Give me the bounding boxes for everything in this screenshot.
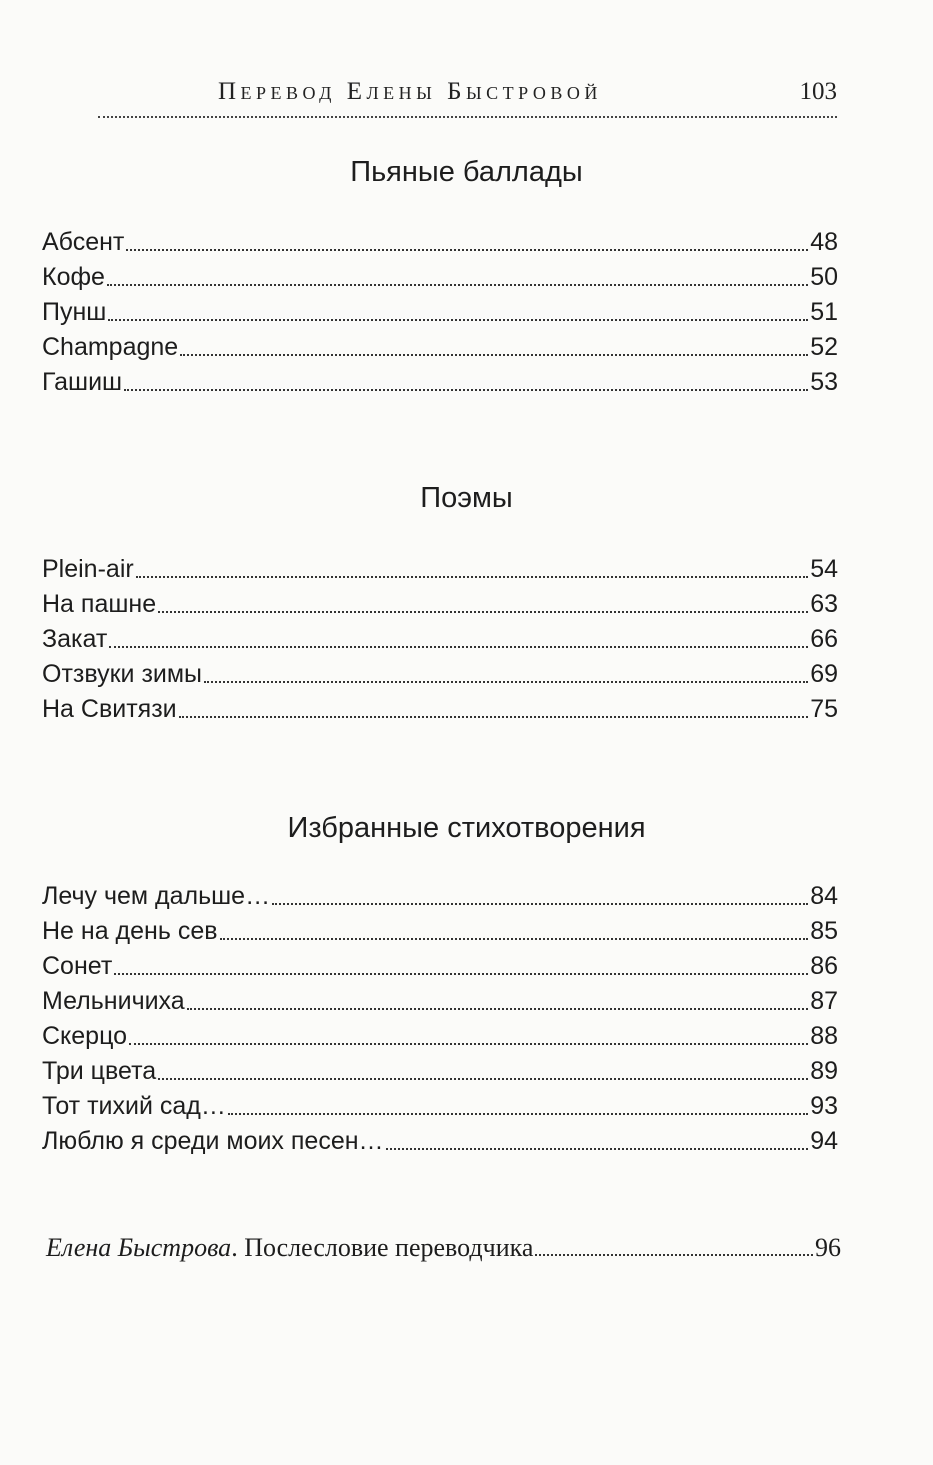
- toc-entry[interactable]: [42, 555, 838, 590]
- toc-entry[interactable]: [42, 1092, 838, 1127]
- toc-entry-page: 84: [810, 882, 838, 910]
- toc-entry-label: Champagne: [42, 333, 179, 361]
- dot-leader: [129, 1043, 808, 1045]
- toc-entry[interactable]: [42, 263, 838, 298]
- dot-leader: [126, 249, 808, 251]
- toc-entry[interactable]: [42, 1127, 838, 1162]
- dot-leader: [136, 576, 808, 578]
- toc-entry-page: 93: [810, 1092, 838, 1120]
- toc-list-selected-poems: [42, 882, 838, 1162]
- toc-entry[interactable]: [42, 298, 838, 333]
- toc-entry-page: 94: [810, 1127, 838, 1155]
- section-title-selected-poems: Избранные стихотворения: [287, 812, 646, 844]
- dot-leader: [386, 1148, 809, 1150]
- toc-entry-page: 51: [810, 298, 838, 326]
- dot-leader: [107, 284, 808, 286]
- toc-entry[interactable]: [42, 952, 838, 987]
- toc-entry[interactable]: [42, 625, 838, 660]
- toc-entry[interactable]: [42, 695, 838, 730]
- toc-list-drunken-ballads: [42, 228, 838, 403]
- running-title: Перевод Елены Быстровой: [218, 78, 602, 105]
- toc-entry-label: Гашиш: [42, 368, 123, 396]
- toc-entry[interactable]: [42, 1057, 838, 1092]
- toc-entry-page: 87: [810, 987, 838, 1015]
- section-title-poems: Поэмы: [420, 482, 513, 514]
- afterword-page: 96: [815, 1233, 841, 1262]
- toc-entry-page: 86: [810, 952, 838, 980]
- dot-leader: [180, 354, 808, 356]
- toc-entry-label: Не на день сев: [42, 917, 218, 945]
- dot-leader: [204, 681, 808, 683]
- toc-entry[interactable]: [42, 333, 838, 368]
- dot-leader: [535, 1254, 813, 1256]
- dot-leader: [158, 611, 808, 613]
- toc-entry-page: 54: [810, 555, 838, 583]
- header-dotted-rule: [98, 116, 837, 118]
- dot-leader: [124, 389, 808, 391]
- toc-list-poems: [42, 555, 838, 730]
- toc-entry-page: 52: [810, 333, 838, 361]
- toc-entry-label: Пунш: [42, 298, 107, 326]
- dot-leader: [109, 646, 808, 648]
- dot-leader: [187, 1008, 809, 1010]
- toc-entry-label: Люблю я среди моих песен…: [42, 1127, 384, 1155]
- dot-leader: [114, 973, 808, 975]
- toc-entry-page: 63: [810, 590, 838, 618]
- toc-entry[interactable]: [42, 882, 838, 917]
- dot-leader: [228, 1113, 808, 1115]
- dot-leader: [158, 1078, 808, 1080]
- dot-leader: [220, 938, 809, 940]
- toc-entry-label: Лечу чем дальше…: [42, 882, 271, 910]
- toc-entry-label: На Свитязи: [42, 695, 177, 723]
- toc-entry[interactable]: [42, 590, 838, 625]
- toc-entry[interactable]: [42, 368, 838, 403]
- toc-entry-page: 66: [810, 625, 838, 653]
- toc-entry-page: 48: [810, 228, 838, 256]
- toc-entry-page: 75: [810, 695, 838, 723]
- toc-entry-label: Кофе: [42, 263, 105, 291]
- toc-entry-page: 50: [810, 263, 838, 291]
- toc-entry-page: 85: [810, 917, 838, 945]
- toc-entry-label: Тот тихий сад…: [42, 1092, 226, 1120]
- toc-entry-page: 88: [810, 1022, 838, 1050]
- toc-entry[interactable]: [42, 660, 838, 695]
- afterword-entry[interactable]: [46, 1233, 841, 1268]
- toc-entry-page: 69: [810, 660, 838, 688]
- toc-entry-label: На пашне: [42, 590, 157, 618]
- toc-entry-label: Абсент: [42, 228, 125, 256]
- toc-entry-page: 89: [810, 1057, 838, 1085]
- toc-entry-label: Мельничиха: [42, 987, 185, 1015]
- dot-leader: [272, 903, 808, 905]
- afterword-title: . Послесловие переводчика: [231, 1233, 534, 1262]
- toc-entry[interactable]: [42, 987, 838, 1022]
- toc-entry-label: Сонет: [42, 952, 113, 980]
- page-number: 103: [799, 78, 837, 105]
- toc-entry[interactable]: [42, 917, 838, 952]
- toc-entry[interactable]: [42, 228, 838, 263]
- dot-leader: [108, 319, 808, 321]
- running-header: [98, 78, 837, 112]
- afterword-label: [46, 1233, 533, 1263]
- toc-entry-label: Plein-air: [42, 555, 134, 583]
- toc-entry[interactable]: [42, 1022, 838, 1057]
- toc-entry-label: Закат: [42, 625, 108, 653]
- toc-entry-label: Скерцо: [42, 1022, 128, 1050]
- dot-leader: [179, 716, 809, 718]
- toc-entry-label: Отзвуки зимы: [42, 660, 203, 688]
- section-title-drunken-ballads: Пьяные баллады: [350, 156, 583, 188]
- toc-entry-label: Три цвета: [42, 1057, 157, 1085]
- toc-entry-page: 53: [810, 368, 838, 396]
- afterword-author: Елена Быстрова: [46, 1233, 232, 1262]
